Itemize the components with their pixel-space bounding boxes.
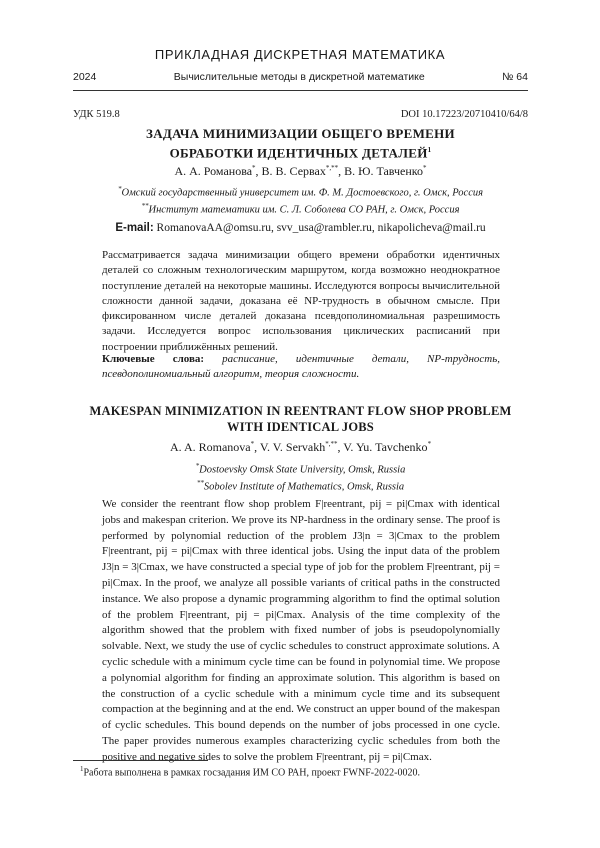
en-author-2: V. V. Servakh <box>259 440 326 454</box>
en-affil-2-mark: ** <box>196 478 204 487</box>
doi: DOI 10.17223/20710410/64/8 <box>400 109 528 120</box>
en-author-1: A. A. Romanova <box>169 440 251 454</box>
ru-author-2-mark: *,** <box>325 164 339 172</box>
ru-affil-1-text: Омский государственный университет им. Ф. М. Достоевского, г. Омск, Россия <box>121 187 483 199</box>
meta-row <box>73 109 528 120</box>
ru-keywords <box>102 352 500 382</box>
ru-author-3: В. Ю. Тавченко <box>344 164 424 178</box>
ru-authors: А. А. Романова*, В. В. Сервах*,**, В. Ю. Тавченко* <box>174 164 427 178</box>
en-author-1-mark: * <box>250 440 255 448</box>
ru-affiliations <box>73 183 528 216</box>
en-affil-1-mark: * <box>195 462 200 470</box>
ru-author-2: В. В. Сервах <box>261 164 326 178</box>
email-label: E-mail: <box>115 222 154 234</box>
footnote-rule <box>73 760 208 761</box>
email-list[interactable]: RomanovaAA@omsu.ru, svv_usa@rambler.ru, nikapolicheva@mail.ru <box>156 222 486 234</box>
en-affil-1 <box>73 460 528 477</box>
ru-title-footnote-mark: 1 <box>427 146 432 154</box>
footnote-mark: 1 <box>80 765 84 773</box>
en-affil-2 <box>73 477 528 494</box>
journal-title: ПРИКЛАДНАЯ ДИСКРЕТНАЯ МАТЕМАТИКА <box>154 47 446 62</box>
ru-author-1-mark: * <box>252 164 256 172</box>
en-abstract: We consider the reentrant flow shop problem F|reentrant, pij = pi|Cmax with identical jobs and makespan criterion. We prove its NP-hardness in the ordinary sense. The proof is performed by polynomial reduction of the problem J3|n = 3|Cmax to the problem F|reentrant, pij = pi|Cmax with three identical jobs. Using the input data of the problem J3|n = 3|Cmax, we have constructed a special type of job for the problem F|reentrant, pij = pi|Cmax. In the proof, we analyze all possible variants of critical paths in the constructed instance. We also propose a dynamic programming algorithm to find the optimal solution of the problem F|reentrant, pij = pi|Cmax. Analysis of the time complexity of the algorithm showed that the problem with fixed number of jobs is pseudopolynomially solvable. Next, we study the use of cyclic schedules to construct approximate solutions. A cyclic schedule with a minimum cycle time can be found in polynomial time. We propose a polynomial algorithm for finding an approximate solution. This algorithm is based on the construction of a cyclic schedule with a minimum cycle time and its subsequent compaction at the beginning and at the end. We construct an upper bound of the makespan of cyclic schedules. This bound depends on the number of jobs processed in one cycle. The paper provides numerous examples characterizing cyclic schedules from both the positive and negative sides to solve the problem F|reentrant, pij = pi|Cmax. <box>102 498 500 763</box>
ru-abstract: Рассматривается задача минимизации общего времени обработки идентичных деталей со сложным технологическим маршрутом, когда возможно неоднократное поступление деталей на некоторые машины. Исследуются вопросы вычислительной сложности данной задачи, доказана её NP-трудность в обычном смысле. При фиксированном числе деталей доказана псевдополиномиальная разрешимость задачи. Исследуется вопрос использования циклических расписаний при построении приближённых решений. <box>102 249 500 353</box>
en-author-3: V. Yu. Tavchenko <box>343 440 428 454</box>
ru-title-line2-wrap <box>73 142 528 161</box>
ru-author-3-mark: * <box>423 164 427 172</box>
running-header <box>73 71 528 83</box>
ru-affil-2 <box>73 200 528 217</box>
en-title-line2: WITH IDENTICAL JOBS <box>227 420 374 434</box>
en-author-2-mark: *,** <box>325 440 338 448</box>
ru-title <box>73 126 528 161</box>
email-line <box>73 222 528 234</box>
en-author-3-mark: * <box>427 440 432 448</box>
ru-author-1: А. А. Романова <box>174 164 253 178</box>
keywords-label: Ключевые слова: <box>102 353 205 365</box>
ru-title-line1: ЗАДАЧА МИНИМИЗАЦИИ ОБЩЕГО ВРЕМЕНИ <box>146 126 455 141</box>
keywords-text: расписание, идентичные детали, NP-трудность, псевдополиномиальный алгоритм, теория сложности. <box>102 353 501 380</box>
ru-affil-1-mark: * <box>118 185 122 193</box>
section-name: Вычислительные методы в дискретной математике <box>173 71 425 83</box>
udk: УДК 519.8 <box>73 109 120 120</box>
issue-number: № 64 <box>502 71 528 83</box>
en-title-line1: MAKESPAN MINIMIZATION IN REENTRANT FLOW SHOP PROBLEM <box>89 404 512 418</box>
en-affil-2-text: Sobolev Institute of Mathematics, Omsk, Russia <box>203 481 405 492</box>
header-rule <box>73 90 528 91</box>
ru-affil-2-mark: ** <box>141 201 149 210</box>
en-affil-1-text: Dostoevsky Omsk State University, Omsk, Russia <box>199 464 406 476</box>
en-affiliations <box>73 460 528 493</box>
footnote-text: Работа выполнена в рамках госзадания ИМ СО РАН, проект FWNF-2022-0020. <box>83 767 420 779</box>
year: 2024 <box>73 71 97 83</box>
ru-title-line2: ОБРАБОТКИ ИДЕНТИЧНЫХ ДЕТАЛЕЙ <box>169 145 428 161</box>
en-authors: A. A. Romanova*, V. V. Servakh*,**, V. Yu. Tavchenko* <box>169 440 432 454</box>
ru-affil-1 <box>73 183 528 200</box>
ru-affil-2-text: Институт математики им. С. Л. Соболева СО РАН, г. Омск, Россия <box>148 204 460 215</box>
footnote <box>80 765 520 778</box>
en-title <box>73 403 528 435</box>
